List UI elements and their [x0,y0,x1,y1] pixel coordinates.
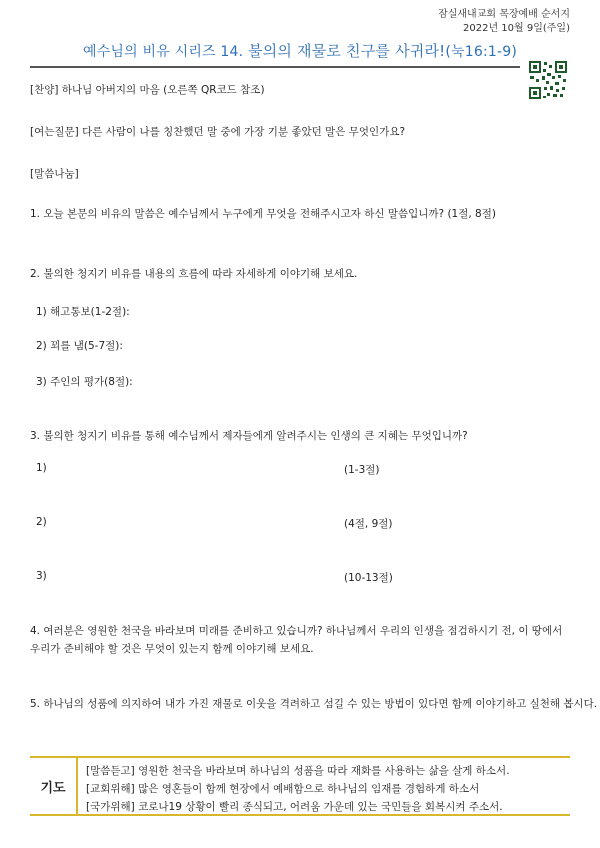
service-date: 2022년 10월 9일(주일) [463,23,570,34]
qr-code-icon[interactable] [528,60,568,100]
question-4: 4. 여러분은 영원한 천국을 바라보며 미래를 준비하고 있습니까? 하나님께서 우리의 인생을 점검하시기 전, 이 땅에서 우리가 준비해야 할 것은 무엇이 있는지 함께 이야기해 보세요. [30,625,563,655]
question-3: 3. 불의한 청지기 비유를 통해 예수님께서 제자들에게 알려주시는 인생의 큰 지혜는 무엇입니까? [30,430,468,442]
q3-item-1-reference: (1-3절) [344,464,380,476]
scripture-reference: (눅16:1-9) [445,44,518,60]
q3-item-2-reference: (4절, 9절) [344,518,393,530]
opening-question: [여는질문] 다른 사람이 나를 칭찬했던 말 중에 가장 기분 좋았던 말은 무엇인가요? [30,126,406,138]
q2-item-1: 1) 해고통보(1-2절): [36,306,130,318]
q3-item-2-number: 2) [36,516,47,528]
question-2: 2. 불의한 청지기 비유를 내용의 흐름에 따라 자세하게 이야기해 보세요. [30,268,358,280]
q3-item-1-number: 1) [36,462,47,474]
prayer-label: 기도 [30,758,78,814]
page-title [0,40,600,61]
question-1: 1. 오늘 본문의 비유의 말씀은 예수님께서 누구에게 무엇을 전해주시고자 하신 말씀입니까? (1절, 8절) [30,208,496,220]
q3-item-3-reference: (10-13절) [344,572,393,584]
qr-code-graphic [528,60,568,100]
series-label: 예수님의 비유 시리즈 14. [82,44,244,60]
prayer-line-word: [말씀듣고] 영원한 천국을 바라보며 하나님의 성품을 따라 재화를 사용하는 삶을 살게 하소서. [86,765,510,777]
prayer-box [30,756,570,816]
praise-line: [찬양] 하나님 아버지의 마음 (오른쪽 QR코드 참조) [30,84,265,96]
prayer-line-church: [교회위해] 많은 영혼들이 함께 현장에서 예배함으로 하나님의 임재를 경험하게 하소서 [86,783,480,795]
question-5: 5. 하나님의 성품에 의지하여 내가 가진 재물로 이웃을 격려하고 섬길 수 있는 방법이 있다면 함께 이야기하고 실천해 봅시다. [30,698,598,710]
q2-item-3: 3) 주인의 평가(8절): [36,376,133,388]
church-name: 잠실새내교회 목장예배 순서지 [438,9,570,20]
prayer-line-nation: [국가위해] 코로나19 상황이 빨리 종식되고, 어려움 가운데 있는 국민들을 회복시켜 주소서. [86,801,503,813]
q3-item-3-number: 3) [36,570,47,582]
title-divider [30,66,520,68]
q2-item-2: 2) 꾀를 냄(5-7절): [36,340,123,352]
sermon-title: 불의의 재물로 친구를 사귀라! [247,42,446,60]
sharing-heading: [말씀나눔] [30,168,79,180]
